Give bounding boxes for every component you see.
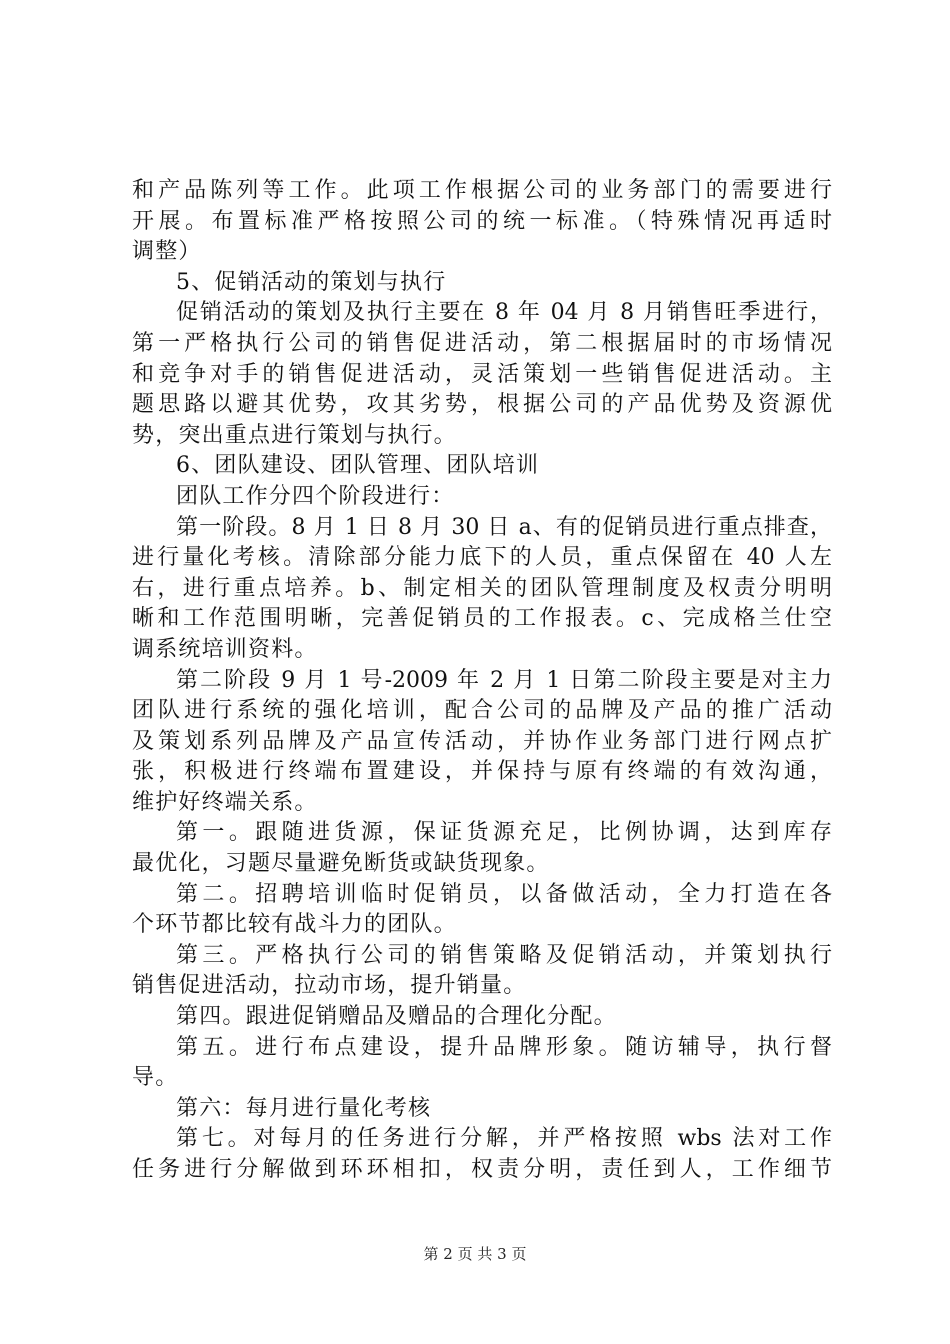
text-line: 开展。布置标准严格按照公司的统一标准。（特殊情况再适时 bbox=[132, 208, 832, 234]
text-line: 进行量化考核。清除部分能力底下的人员，重点保留在 40 人左 bbox=[132, 545, 832, 571]
text-line: 晰和工作范围明晰，完善促销员的工作报表。c、完成格兰仕空 bbox=[132, 606, 832, 632]
text-line: 题思路以避其优势，攻其劣势，根据公司的产品优势及资源优 bbox=[132, 392, 832, 418]
text-line: 及策划系列品牌及产品宣传活动，并协作业务部门进行网点扩 bbox=[132, 728, 832, 754]
text-line: 团队进行系统的强化培训，配合公司的品牌及产品的推广活动 bbox=[132, 698, 832, 724]
document-body bbox=[132, 176, 832, 1186]
text-line: 右，进行重点培养。b、制定相关的团队管理制度及权责分明明 bbox=[132, 575, 832, 601]
text-line: 最优化，习题尽量避免断货或缺货现象。 bbox=[132, 851, 550, 877]
text-line: 6、团队建设、团队管理、团队培训 bbox=[176, 453, 540, 479]
text-line: 销售促进活动，拉动市场，提升销量。 bbox=[132, 973, 527, 999]
text-line: 团队工作分四个阶段进行： bbox=[176, 483, 455, 509]
text-line: 第一。跟随进货源，保证货源充足，比例协调，达到库存 bbox=[176, 820, 832, 846]
text-line: 和竞争对手的销售促进活动，灵活策划一些销售促进活动。主 bbox=[132, 361, 832, 387]
text-line: 第七。对每月的任务进行分解，并严格按照 wbs 法对工作 bbox=[176, 1126, 832, 1152]
text-line: 第一阶段。8 月 1 日 8 月 30 日 a、有的促销员进行重点排查， bbox=[176, 514, 832, 540]
text-line: 5、促销活动的策划与执行 bbox=[176, 269, 447, 295]
text-line: 第二。招聘培训临时促销员，以备做活动，全力打造在各 bbox=[176, 881, 832, 907]
text-line: 第二阶段 9 月 1 号-2009 年 2 月 1 日第二阶段主要是对主力 bbox=[176, 667, 832, 693]
text-line: 第五。进行布点建设，提升品牌形象。随访辅导，执行督 bbox=[176, 1034, 832, 1060]
text-line: 个环节都比较有战斗力的团队。 bbox=[132, 912, 457, 938]
text-line: 调系统培训资料。 bbox=[132, 636, 318, 662]
text-line: 第一严格执行公司的销售促进活动，第二根据届时的市场情况 bbox=[132, 330, 832, 356]
text-line: 调整） bbox=[132, 239, 202, 265]
text-line: 促销活动的策划及执行主要在 8 年 04 月 8 月销售旺季进行， bbox=[176, 300, 832, 326]
text-line: 第三。严格执行公司的销售策略及促销活动，并策划执行 bbox=[176, 942, 832, 968]
text-line: 第六：每月进行量化考核 bbox=[176, 1095, 432, 1121]
text-line: 势，突出重点进行策划与执行。 bbox=[132, 422, 457, 448]
text-line: 和产品陈列等工作。此项工作根据公司的业务部门的需要进行 bbox=[132, 178, 832, 203]
page-footer: 第 2 页 共 3 页 bbox=[423, 1245, 527, 1263]
text-line: 导。 bbox=[132, 1065, 179, 1091]
text-line: 第四。跟进促销赠品及赠品的合理化分配。 bbox=[176, 1004, 617, 1030]
text-line: 任务进行分解做到环环相扣，权责分明，责任到人，工作细节 bbox=[132, 1157, 832, 1182]
text-line: 维护好终端关系。 bbox=[132, 789, 318, 815]
text-line: 张，积极进行终端布置建设，并保持与原有终端的有效沟通， bbox=[132, 759, 832, 785]
